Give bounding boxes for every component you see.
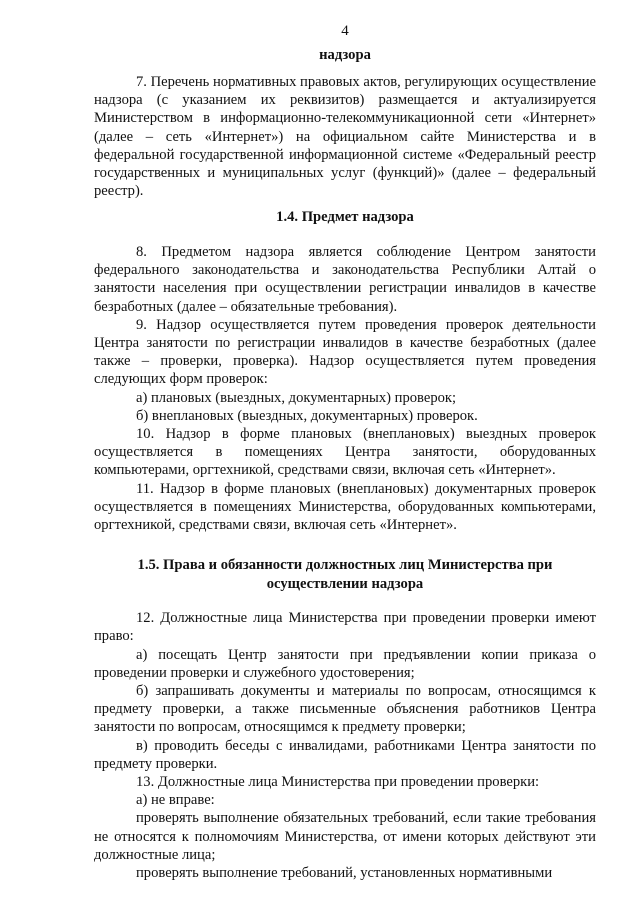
section-heading-1-5-line2: осуществлении надзора (266, 575, 424, 592)
paragraph-13a-2: проверять выполнение требований, установленных нормативными (136, 865, 553, 882)
paragraph-13: 13. Должностные лица Министерства при проведении проверки: (136, 774, 540, 790)
paragraph-9b: б) внеплановых (выездных, документарных) проверок. (136, 407, 478, 424)
paragraph-9: 9. Надзор осуществляется путем проведения проверок деятельности Центра занятости по регистрации инвалидов в качестве безработных (далее также – проверки, проверка). Надзор осуществляется путем проведения следующих форм проверок: (94, 316, 596, 388)
page-number: 4 (341, 23, 349, 39)
paragraph-12v: в) проводить беседы с инвалидами, работниками Центра занятости по предмету проверки. (94, 737, 596, 772)
paragraph-10: 10. Надзор в форме плановых (внеплановых) выездных проверок осуществляется в помещениях Центра занятости, оборудованных компьютерами, оргтехникой, средствами связи, включая сеть «Интернет». (94, 425, 596, 479)
paragraph-12b: б) запрашивать документы и материалы по вопросам, относящимся к предмету проверки, а также письменные объяснения работников Центра занятости по вопросам, относящимся к предмету проверки; (94, 682, 596, 736)
continuation-heading: надзора (319, 47, 371, 63)
paragraph-7: 7. Перечень нормативных правовых актов, регулирующих осуществление надзора (с указанием их реквизитов) размещается и актуализируется Министерством в информационно-телекоммуникационной сети «Интернет» (далее – сеть «Интернет») на официальном сайте Министерства и в федеральной государственной информационной системе «Федеральный реестр государственных и муниципальных услуг (функций)» (далее – федеральный реестр). (94, 74, 596, 200)
paragraph-11: 11. Надзор в форме плановых (внеплановых) документарных проверок осуществляется в помещениях Министерства, оборудованных компьютерами, оргтехникой, средствами связи, включая сеть «Интернет». (94, 480, 596, 533)
section-heading-1-5-line1: 1.5. Права и обязанности должностных лиц Министерства при (137, 557, 553, 574)
paragraph-9a: а) плановых (выездных, документарных) проверок; (136, 389, 457, 406)
paragraph-13a-1: проверять выполнение обязательных требований, если такие требования не относятся к полномочиям Министерства, от имени которых действуют эти должностные лица; (94, 810, 596, 863)
paragraph-8: 8. Предметом надзора является соблюдение Центром занятости федерального законодательства и законодательства Республики Алтай о занятости населения при осуществлении регистрации инвалидов в качестве безработных (далее – обязательные требования). (94, 243, 596, 315)
paragraph-13a: а) не вправе: (136, 792, 215, 809)
section-heading-1-4: 1.4. Предмет надзора (276, 209, 414, 226)
paragraph-12a: а) посещать Центр занятости при предъявлении копии приказа о проведении проверки и служебного удостоверения; (94, 646, 596, 681)
paragraph-12: 12. Должностные лица Министерства при проведении проверки имеют право: (94, 610, 596, 645)
